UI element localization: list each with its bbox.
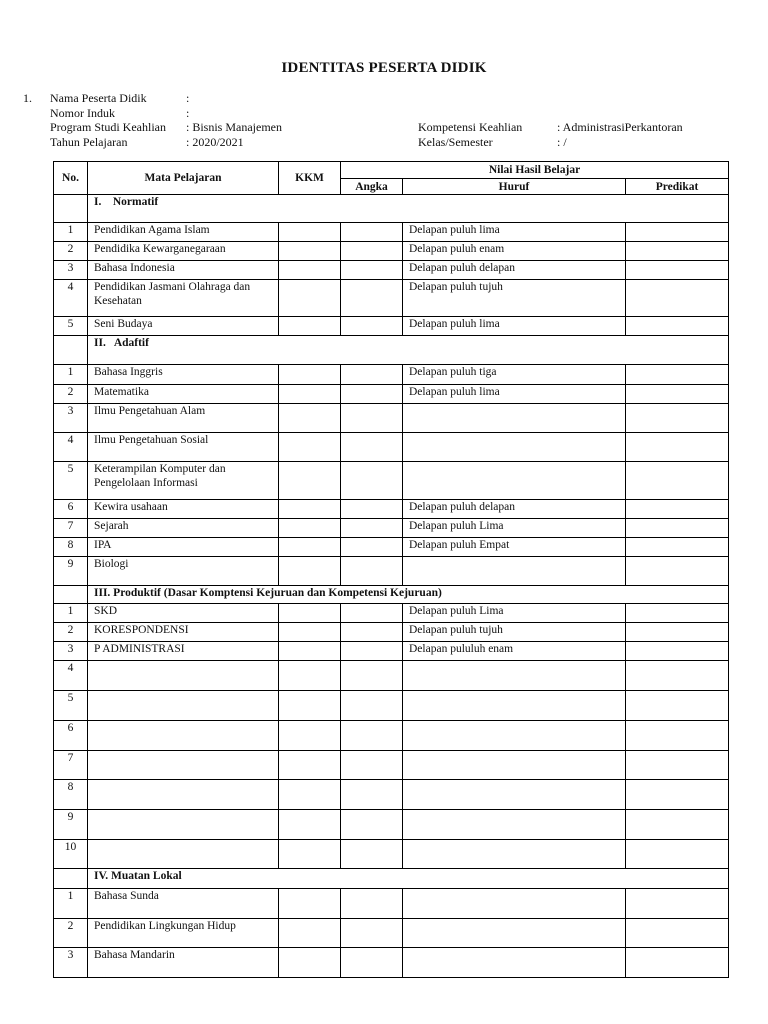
- identity-value-name: :: [186, 91, 190, 105]
- table-row: [54, 261, 729, 280]
- row-number: 7: [54, 519, 88, 538]
- row-angka: [341, 691, 403, 721]
- row-predikat: [626, 751, 729, 780]
- row-predikat: [626, 433, 729, 462]
- row-angka: [341, 889, 403, 919]
- row-angka: [341, 780, 403, 810]
- row-predikat: [626, 223, 729, 242]
- section-title: III. Produktif (Dasar Komptensi Kejuruan dan Kompetensi Kejuruan): [88, 586, 729, 604]
- row-kkm: [279, 840, 341, 869]
- row-huruf: [403, 840, 626, 869]
- row-subject: [88, 840, 279, 869]
- row-subject: SKD: [88, 604, 279, 623]
- row-angka: [341, 642, 403, 661]
- row-huruf: Delapan puluh lima: [403, 223, 626, 242]
- row-subject: Ilmu Pengetahuan Alam: [88, 404, 279, 433]
- row-huruf: Delapan puluh Empat: [403, 538, 626, 557]
- section-title: IV. Muatan Lokal: [88, 869, 729, 889]
- row-huruf: Delapan puluh delapan: [403, 261, 626, 280]
- row-angka: [341, 317, 403, 336]
- row-predikat: [626, 661, 729, 691]
- row-subject: Pendidikan Jasmani Olahraga dan Kesehatan: [88, 280, 279, 317]
- row-huruf: [403, 691, 626, 721]
- row-subject: [88, 661, 279, 691]
- row-kkm: [279, 365, 341, 385]
- identity-label-kompetensi: Kompetensi Keahlian: [418, 120, 523, 134]
- table-row: [54, 538, 729, 557]
- row-angka: [341, 948, 403, 978]
- row-kkm: [279, 500, 341, 519]
- row-number: 6: [54, 721, 88, 751]
- row-number: 4: [54, 661, 88, 691]
- section-no-cell: [54, 869, 88, 889]
- row-angka: [341, 840, 403, 869]
- row-number: 5: [54, 317, 88, 336]
- row-predikat: [626, 385, 729, 404]
- row-huruf: Delapan puluh tiga: [403, 365, 626, 385]
- row-huruf: [403, 948, 626, 978]
- row-number: 1: [54, 604, 88, 623]
- row-angka: [341, 365, 403, 385]
- header-nilai-hasil-belajar: Nilai Hasil Belajar: [341, 162, 729, 179]
- row-predikat: [626, 242, 729, 261]
- row-angka: [341, 462, 403, 500]
- row-kkm: [279, 919, 341, 948]
- row-subject: Matematika: [88, 385, 279, 404]
- row-number: 3: [54, 404, 88, 433]
- row-number: 2: [54, 385, 88, 404]
- row-predikat: [626, 500, 729, 519]
- row-subject: Bahasa Mandarin: [88, 948, 279, 978]
- row-subject: [88, 780, 279, 810]
- table-row: [54, 365, 729, 385]
- row-predikat: [626, 519, 729, 538]
- row-predikat: [626, 691, 729, 721]
- row-number: 3: [54, 261, 88, 280]
- row-huruf: Delapan puluh Lima: [403, 604, 626, 623]
- row-subject: Bahasa Sunda: [88, 889, 279, 919]
- row-predikat: [626, 317, 729, 336]
- identity-value-tahun-pelajaran: : 2020/2021: [186, 134, 244, 149]
- row-huruf: [403, 889, 626, 919]
- row-angka: [341, 280, 403, 317]
- table-row: [54, 642, 729, 661]
- table-row: [54, 623, 729, 642]
- row-huruf: [403, 810, 626, 840]
- row-angka: [341, 242, 403, 261]
- page-title: IDENTITAS PESERTA DIDIK: [281, 60, 487, 76]
- header-mata-pelajaran: Mata Pelajaran: [88, 162, 279, 195]
- row-subject: Biologi: [88, 557, 279, 586]
- row-predikat: [626, 780, 729, 810]
- row-subject: Bahasa Inggris: [88, 365, 279, 385]
- row-subject: [88, 751, 279, 780]
- table-row: [54, 433, 729, 462]
- row-huruf: Delapan puluh Lima: [403, 519, 626, 538]
- row-angka: [341, 519, 403, 538]
- table-row: [54, 223, 729, 242]
- section-row: [54, 195, 729, 223]
- row-number: 8: [54, 538, 88, 557]
- row-number: 10: [54, 840, 88, 869]
- row-number: 9: [54, 557, 88, 586]
- row-kkm: [279, 661, 341, 691]
- row-predikat: [626, 462, 729, 500]
- table-row: [54, 280, 729, 317]
- table-row: [54, 691, 729, 721]
- row-angka: [341, 751, 403, 780]
- row-predikat: [626, 919, 729, 948]
- row-huruf: [403, 751, 626, 780]
- row-angka: [341, 661, 403, 691]
- row-kkm: [279, 889, 341, 919]
- row-angka: [341, 433, 403, 462]
- row-kkm: [279, 691, 341, 721]
- table-row: [54, 810, 729, 840]
- header-huruf: Huruf: [403, 179, 626, 195]
- row-number: 3: [54, 948, 88, 978]
- header-no: No.: [54, 162, 88, 195]
- row-number: 4: [54, 433, 88, 462]
- grades-table-body: [54, 195, 729, 978]
- section-row: [54, 869, 729, 889]
- header-kkm: KKM: [279, 162, 341, 195]
- row-number: 3: [54, 642, 88, 661]
- row-subject: Seni Budaya: [88, 317, 279, 336]
- row-number: 9: [54, 810, 88, 840]
- row-kkm: [279, 623, 341, 642]
- identity-value-kelas-semester: : /: [557, 134, 567, 149]
- row-angka: [341, 223, 403, 242]
- row-predikat: [626, 810, 729, 840]
- row-subject: [88, 810, 279, 840]
- row-predikat: [626, 557, 729, 586]
- row-huruf: [403, 721, 626, 751]
- table-row: [54, 780, 729, 810]
- row-angka: [341, 261, 403, 280]
- header-predikat: Predikat: [626, 179, 729, 195]
- row-predikat: [626, 280, 729, 317]
- row-huruf: [403, 780, 626, 810]
- row-kkm: [279, 751, 341, 780]
- row-huruf: [403, 404, 626, 433]
- row-huruf: Delapan pululuh enam: [403, 642, 626, 661]
- grades-table: [53, 161, 729, 978]
- row-number: 2: [54, 623, 88, 642]
- row-angka: [341, 500, 403, 519]
- row-huruf: Delapan puluh delapan: [403, 500, 626, 519]
- row-subject: Pendidikan Agama Islam: [88, 223, 279, 242]
- row-huruf: [403, 919, 626, 948]
- identity-value-kompetensi: : AdministrasiPerkantoran: [557, 120, 683, 134]
- row-subject: [88, 721, 279, 751]
- row-predikat: [626, 365, 729, 385]
- row-predikat: [626, 721, 729, 751]
- identity-label-tahun-pelajaran: Tahun Pelajaran: [50, 134, 128, 149]
- section-no-cell: [54, 195, 88, 223]
- row-subject: Pendidikan Lingkungan Hidup: [88, 919, 279, 948]
- row-kkm: [279, 604, 341, 623]
- row-huruf: Delapan puluh tujuh: [403, 623, 626, 642]
- row-angka: [341, 604, 403, 623]
- row-number: 5: [54, 691, 88, 721]
- row-angka: [341, 404, 403, 433]
- row-number: 1: [54, 365, 88, 385]
- row-kkm: [279, 385, 341, 404]
- row-subject: Bahasa Indonesia: [88, 261, 279, 280]
- row-huruf: [403, 462, 626, 500]
- header-angka: Angka: [341, 179, 403, 195]
- row-angka: [341, 919, 403, 948]
- row-huruf: [403, 433, 626, 462]
- row-predikat: [626, 604, 729, 623]
- row-huruf: Delapan puluh lima: [403, 385, 626, 404]
- table-row: [54, 462, 729, 500]
- row-predikat: [626, 623, 729, 642]
- row-kkm: [279, 519, 341, 538]
- row-huruf: Delapan puluh enam: [403, 242, 626, 261]
- row-huruf: Delapan puluh tujuh: [403, 280, 626, 317]
- row-kkm: [279, 280, 341, 317]
- row-number: 2: [54, 242, 88, 261]
- row-kkm: [279, 538, 341, 557]
- row-number: 5: [54, 462, 88, 500]
- table-row: [54, 242, 729, 261]
- row-kkm: [279, 223, 341, 242]
- row-number: 2: [54, 919, 88, 948]
- section-row: [54, 586, 729, 604]
- row-kkm: [279, 242, 341, 261]
- table-row: [54, 385, 729, 404]
- table-row: [54, 889, 729, 919]
- row-subject: Kewira usahaan: [88, 500, 279, 519]
- row-kkm: [279, 404, 341, 433]
- identity-value-nomor-induk: :: [186, 105, 190, 120]
- row-kkm: [279, 462, 341, 500]
- row-huruf: Delapan puluh lima: [403, 317, 626, 336]
- table-row: [54, 721, 729, 751]
- row-number: 7: [54, 751, 88, 780]
- table-row: [54, 404, 729, 433]
- table-row: [54, 840, 729, 869]
- section-row: [54, 336, 729, 365]
- identity-value-program-studi: : Bisnis Manajemen: [186, 120, 282, 134]
- row-predikat: [626, 404, 729, 433]
- row-number: 6: [54, 500, 88, 519]
- row-number: 1: [54, 223, 88, 242]
- row-number: 8: [54, 780, 88, 810]
- row-kkm: [279, 317, 341, 336]
- row-kkm: [279, 433, 341, 462]
- row-kkm: [279, 780, 341, 810]
- table-row: [54, 751, 729, 780]
- row-predikat: [626, 889, 729, 919]
- identity-number: 1.: [23, 91, 32, 105]
- row-number: 4: [54, 280, 88, 317]
- table-row: [54, 317, 729, 336]
- row-subject: Pendidika Kewarganegaraan: [88, 242, 279, 261]
- identity-label-name: Nama Peserta Didik: [50, 91, 147, 105]
- identity-label-kelas-semester: Kelas/Semester: [418, 134, 493, 149]
- row-kkm: [279, 557, 341, 586]
- section-no-cell: [54, 336, 88, 365]
- row-angka: [341, 557, 403, 586]
- row-kkm: [279, 642, 341, 661]
- row-kkm: [279, 948, 341, 978]
- row-kkm: [279, 261, 341, 280]
- row-predikat: [626, 840, 729, 869]
- row-angka: [341, 810, 403, 840]
- row-subject: KORESPONDENSI: [88, 623, 279, 642]
- row-angka: [341, 538, 403, 557]
- table-row: [54, 604, 729, 623]
- section-title: I. Normatif: [88, 195, 729, 223]
- row-kkm: [279, 810, 341, 840]
- table-row: [54, 919, 729, 948]
- row-subject: IPA: [88, 538, 279, 557]
- table-row: [54, 557, 729, 586]
- section-no-cell: [54, 586, 88, 604]
- identity-block: [0, 91, 768, 151]
- row-angka: [341, 385, 403, 404]
- identity-label-program-studi: Program Studi Keahlian: [50, 120, 166, 134]
- row-subject: Sejarah: [88, 519, 279, 538]
- row-number: 1: [54, 889, 88, 919]
- row-angka: [341, 721, 403, 751]
- row-subject: [88, 691, 279, 721]
- row-subject: P ADMINISTRASI: [88, 642, 279, 661]
- row-predikat: [626, 538, 729, 557]
- row-huruf: [403, 661, 626, 691]
- table-row: [54, 661, 729, 691]
- row-subject: Ilmu Pengetahuan Sosial: [88, 433, 279, 462]
- table-row: [54, 948, 729, 978]
- row-angka: [341, 623, 403, 642]
- row-predikat: [626, 261, 729, 280]
- row-subject: Keterampilan Komputer dan Pengelolaan Informasi: [88, 462, 279, 500]
- row-huruf: [403, 557, 626, 586]
- section-title: II. Adaftif: [88, 336, 729, 365]
- identity-label-nomor-induk: Nomor Induk: [50, 105, 115, 120]
- row-predikat: [626, 642, 729, 661]
- table-row: [54, 500, 729, 519]
- table-row: [54, 519, 729, 538]
- row-predikat: [626, 948, 729, 978]
- row-kkm: [279, 721, 341, 751]
